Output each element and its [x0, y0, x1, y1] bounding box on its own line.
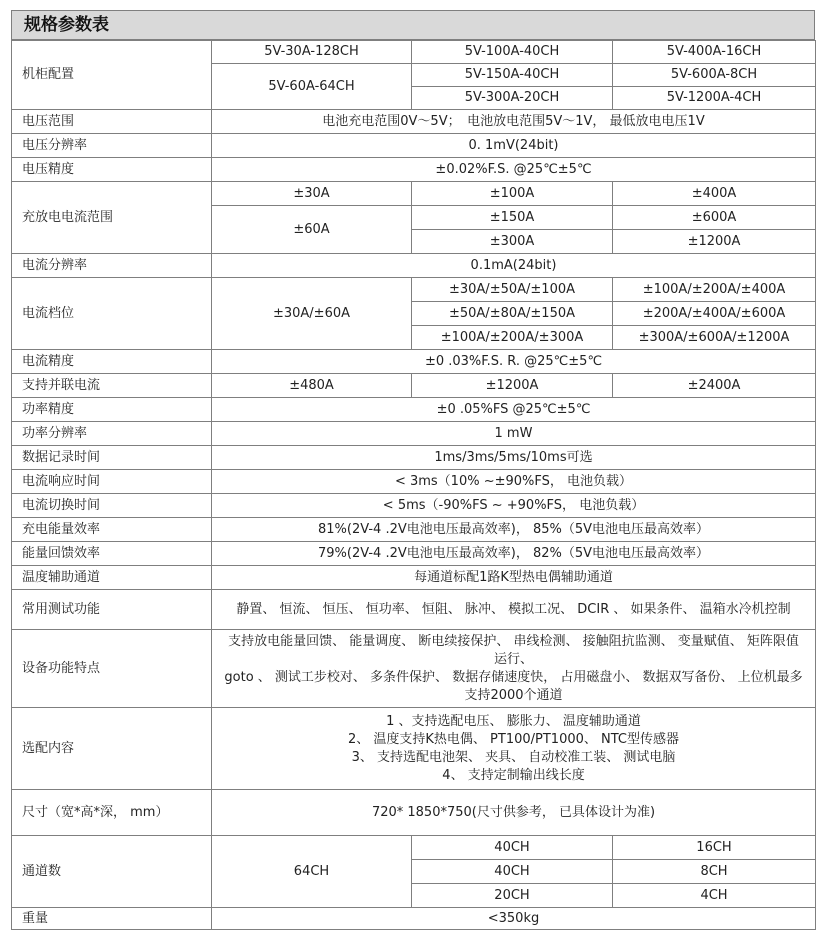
table-row	[12, 350, 816, 374]
table-cell: 5V-150A-40CH	[412, 64, 613, 87]
row-label-feedback-efficiency: 能量回馈效率	[12, 542, 212, 566]
table-cell: ±600A	[613, 206, 816, 230]
table-cell: ±150A	[412, 206, 613, 230]
table-cell: ±0 .03%F.S. R. @25℃±5℃	[212, 350, 816, 374]
table-cell: 79%(2V-4 .2V电池电压最高效率)， 82%（5V电池电压最高效率）	[212, 542, 816, 566]
table-cell: 40CH	[412, 860, 613, 884]
row-label-current-range: 充放电电流范围	[12, 182, 212, 254]
table-cell: ±2400A	[613, 374, 816, 398]
table-cell: 5V-400A-16CH	[613, 41, 816, 64]
table-row	[12, 182, 816, 206]
table-cell: 5V-30A-128CH	[212, 41, 412, 64]
table-cell: ±300A	[412, 230, 613, 254]
row-label-weight: 重量	[12, 908, 212, 930]
row-label-data-interval: 数据记录时间	[12, 446, 212, 470]
features-line: goto 、 测试工步校对、 多条件保护、 数据存储速度快， 占用磁盘小、 数据双写备份、 上位机最多	[224, 669, 803, 685]
table-cell: 5V-600A-8CH	[613, 64, 816, 87]
table-row	[12, 790, 816, 836]
row-label-parallel-current: 支持并联电流	[12, 374, 212, 398]
table-cell: 0.1mA(24bit)	[212, 254, 816, 278]
row-label-power-accuracy: 功率精度	[12, 398, 212, 422]
table-cell: 8CH	[613, 860, 816, 884]
row-label-voltage-range: 电压范围	[12, 110, 212, 134]
table-row	[12, 254, 816, 278]
table-cell: ±50A/±80A/±150A	[412, 302, 613, 326]
table-cell: ±100A/±200A/±400A	[613, 278, 816, 302]
features-line: 支持2000个通道	[464, 687, 563, 703]
table-row	[12, 158, 816, 182]
table-row	[12, 470, 816, 494]
table-row	[12, 590, 816, 630]
spec-table	[11, 40, 816, 930]
table-row	[12, 446, 816, 470]
features-cell	[212, 630, 816, 708]
table-row	[12, 542, 816, 566]
table-row	[12, 908, 816, 930]
table-cell: 5V-1200A-4CH	[613, 87, 816, 110]
options-line: 2、 温度支持K热电偶、 PT100/PT1000、 NTC型传感器	[347, 731, 679, 747]
table-cell: ±30A/±60A	[212, 278, 412, 350]
table-cell: < 3ms（10% ~±90%FS， 电池负载）	[212, 470, 816, 494]
row-label-options: 选配内容	[12, 708, 212, 790]
table-cell: 720* 1850*750(尺寸供参考， 已具体设计为准)	[212, 790, 816, 836]
row-label-current-resolution: 电流分辨率	[12, 254, 212, 278]
table-cell: 16CH	[613, 836, 816, 860]
table-cell: 1 mW	[212, 422, 816, 446]
row-label-features: 设备功能特点	[12, 630, 212, 708]
row-label-size: 尺寸（宽*高*深， mm）	[12, 790, 212, 836]
table-cell: ±0 .05%FS @25℃±5℃	[212, 398, 816, 422]
table-row	[12, 398, 816, 422]
table-row	[12, 494, 816, 518]
table-row	[12, 836, 816, 860]
table-row	[12, 374, 816, 398]
table-row	[12, 41, 816, 64]
table-cell: 81%(2V-4 .2V电池电压最高效率)， 85%（5V电池电压最高效率）	[212, 518, 816, 542]
row-label-test-functions: 常用测试功能	[12, 590, 212, 630]
table-cell: 1ms/3ms/5ms/10ms可选	[212, 446, 816, 470]
row-label-response-time: 电流响应时间	[12, 470, 212, 494]
row-label-power-resolution: 功率分辨率	[12, 422, 212, 446]
table-cell: ±100A/±200A/±300A	[412, 326, 613, 350]
table-cell: 0. 1mV(24bit)	[212, 134, 816, 158]
row-label-current-gears: 电流档位	[12, 278, 212, 350]
table-cell: 5V-300A-20CH	[412, 87, 613, 110]
row-label-voltage-resolution: 电压分辨率	[12, 134, 212, 158]
table-row	[12, 422, 816, 446]
options-line: 1 、支持选配电压、 膨胀力、 温度辅助通道	[386, 713, 641, 729]
row-label-cabinet: 机柜配置	[12, 41, 212, 110]
table-cell: ±30A/±50A/±100A	[412, 278, 613, 302]
table-cell: 5V-100A-40CH	[412, 41, 613, 64]
table-cell: 20CH	[412, 884, 613, 908]
table-cell: ±300A/±600A/±1200A	[613, 326, 816, 350]
table-cell: ±400A	[613, 182, 816, 206]
table-row	[12, 708, 816, 790]
options-cell	[212, 708, 816, 790]
table-cell: ±0.02%F.S. @25℃±5℃	[212, 158, 816, 182]
row-label-current-accuracy: 电流精度	[12, 350, 212, 374]
table-cell: 5V-60A-64CH	[212, 64, 412, 110]
table-cell: ±30A	[212, 182, 412, 206]
table-cell: 4CH	[613, 884, 816, 908]
table-cell: ±200A/±400A/±600A	[613, 302, 816, 326]
table-row	[12, 278, 816, 302]
table-cell: ±100A	[412, 182, 613, 206]
row-label-charge-efficiency: 充电能量效率	[12, 518, 212, 542]
row-label-voltage-accuracy: 电压精度	[12, 158, 212, 182]
table-cell: ±1200A	[613, 230, 816, 254]
table-cell: <350kg	[212, 908, 816, 930]
row-label-temp-channel: 温度辅助通道	[12, 566, 212, 590]
table-row	[12, 566, 816, 590]
features-line: 运行、	[493, 651, 533, 667]
table-cell: ±60A	[212, 206, 412, 254]
table-row	[12, 518, 816, 542]
table-cell: 64CH	[212, 836, 412, 908]
table-cell: 电池充电范围0V～5V； 电池放电范围5V～1V， 最低放电电压1V	[212, 110, 816, 134]
table-cell: < 5ms（-90%FS ~ +90%FS， 电池负载）	[212, 494, 816, 518]
options-line: 3、 支持选配电池架、 夹具、 自动校准工装、 测试电脑	[351, 749, 676, 765]
row-label-channels: 通道数	[12, 836, 212, 908]
options-line: 4、 支持定制输出线长度	[442, 767, 585, 783]
table-row	[12, 110, 816, 134]
table-cell: 静置、 恒流、 恒压、 恒功率、 恒阻、 脉冲、 模拟工况、 DCIR 、 如果条件、 温箱水冷机控制	[212, 590, 816, 630]
table-row	[12, 134, 816, 158]
table-cell: 每通道标配1路K型热电偶辅助通道	[212, 566, 816, 590]
table-row	[12, 630, 816, 708]
row-label-switch-time: 电流切换时间	[12, 494, 212, 518]
table-cell: 40CH	[412, 836, 613, 860]
table-cell: ±1200A	[412, 374, 613, 398]
page-title: 规格参数表	[11, 10, 815, 40]
features-line: 支持放电能量回馈、 能量调度、 断电续接保护、 串线检测、 接触阻抗监测、 变量赋值、 矩阵限值	[228, 633, 799, 649]
table-cell: ±480A	[212, 374, 412, 398]
